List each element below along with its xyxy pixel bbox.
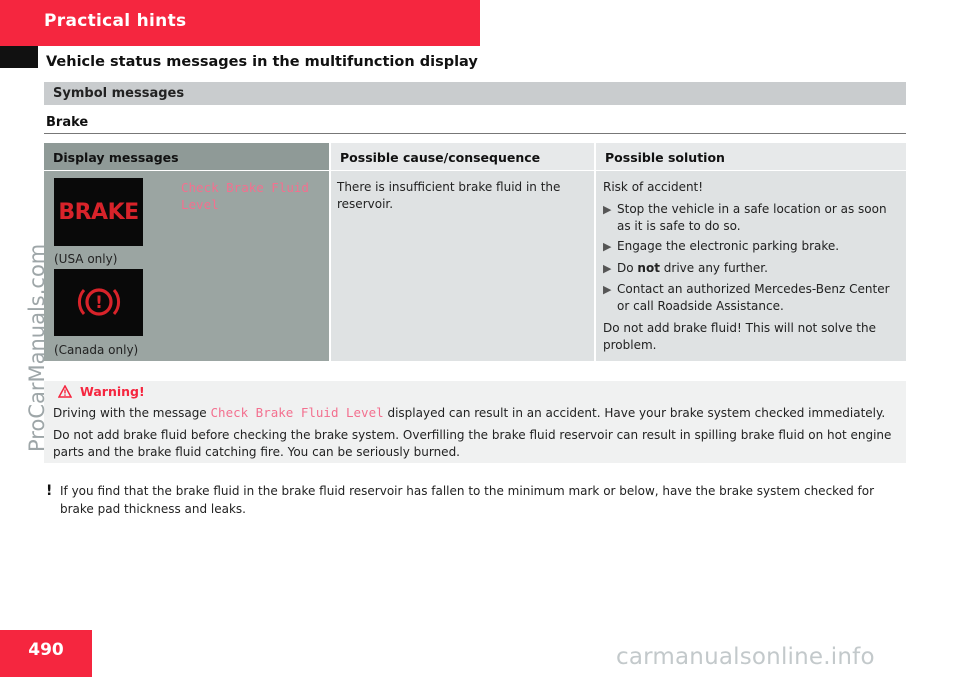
warning-text: Driving with the message — [53, 406, 207, 420]
cause-text: There is insufficient brake fluid in the reservoir. — [337, 180, 561, 211]
arrow-right-icon: ▶ — [603, 262, 612, 275]
canada-lamp-symbol: ! — [95, 293, 103, 313]
page-number-tab — [0, 630, 92, 677]
display-cell — [44, 171, 329, 361]
display-message-line: Level — [181, 197, 219, 212]
side-watermark: ProCarManuals.com — [25, 243, 49, 452]
table-header-display — [44, 143, 329, 170]
solution-step-text: Contact an authorized Mercedes-Benz Center or call Roadside Assistance. — [617, 282, 890, 313]
note-paragraph — [46, 482, 906, 518]
footer-watermark: carmanualsonline.info — [616, 644, 875, 670]
solution-step-text: Engage the electronic parking brake. — [617, 239, 840, 253]
solution-step-text: Stop the vehicle in a safe location or as soon as it is safe to do so. — [617, 202, 887, 233]
section-title: Practical hints — [44, 11, 187, 31]
solution-outro: Do not add brake fluid! This will not solve the problem. — [603, 321, 876, 352]
note-exclamation-icon: ! — [46, 483, 53, 499]
brake-section-label: Brake — [46, 115, 89, 130]
symbol-messages-bar — [44, 82, 906, 105]
brake-warning-lamp-usa — [54, 178, 143, 246]
solution-step — [603, 281, 901, 315]
brake-lamp-text: BRAKE — [58, 200, 139, 225]
page-subtitle: Vehicle status messages in the multifunction display — [46, 54, 478, 70]
table-header-label: Possible cause/consequence — [340, 150, 541, 165]
table-header-label: Display messages — [53, 150, 179, 165]
solution-step — [603, 201, 901, 235]
display-message-line: Check Brake Fluid — [181, 180, 309, 195]
page-number: 490 — [28, 640, 64, 660]
solution-step — [603, 260, 901, 277]
warning-line — [53, 404, 903, 422]
warning-text: displayed can result in an accident. Have your brake system checked immediately. — [387, 406, 886, 420]
brake-warning-lamp-canada — [54, 269, 143, 336]
header-tab — [0, 0, 480, 46]
brake-circle-icon — [77, 281, 121, 323]
solution-step-prefix: Do — [617, 261, 634, 275]
section-divider — [44, 133, 906, 134]
table-header-cause — [331, 143, 594, 170]
solution-intro: Risk of accident! — [603, 180, 704, 194]
symbol-messages-label: Symbol messages — [53, 86, 185, 101]
arrow-right-icon: ▶ — [603, 283, 612, 296]
cause-cell — [331, 171, 594, 361]
solution-step — [603, 238, 901, 255]
warning-display-code: Check Brake Fluid Level — [210, 405, 384, 420]
warning-title-text: Warning! — [80, 384, 145, 399]
solution-cell — [596, 171, 906, 361]
arrow-right-icon: ▶ — [603, 240, 612, 253]
header-marker — [0, 46, 38, 68]
solution-step-emphasis: not — [637, 261, 660, 275]
canada-only-note: (Canada only) — [54, 343, 139, 357]
table-header-label: Possible solution — [605, 150, 725, 165]
usa-only-note: (USA only) — [54, 252, 118, 266]
warning-triangle-icon — [58, 385, 72, 398]
warning-title — [58, 384, 145, 399]
warning-box — [44, 381, 906, 463]
arrow-right-icon: ▶ — [603, 203, 612, 216]
note-text: If you find that the brake fluid in the brake fluid reservoir has fallen to the minimum mark or below, have the brake system checked for brake pad thickness and leaks. — [60, 484, 875, 516]
solution-step-text: drive any further. — [663, 261, 768, 275]
table-header-solution — [596, 143, 906, 170]
warning-line: Do not add brake fluid before checking the brake system. Overfilling the brake fluid reservoir can result in spilling brake fluid on hot engine parts and the brake fluid catching fire. You can be seriously burned. — [53, 428, 892, 459]
display-message — [181, 179, 309, 213]
